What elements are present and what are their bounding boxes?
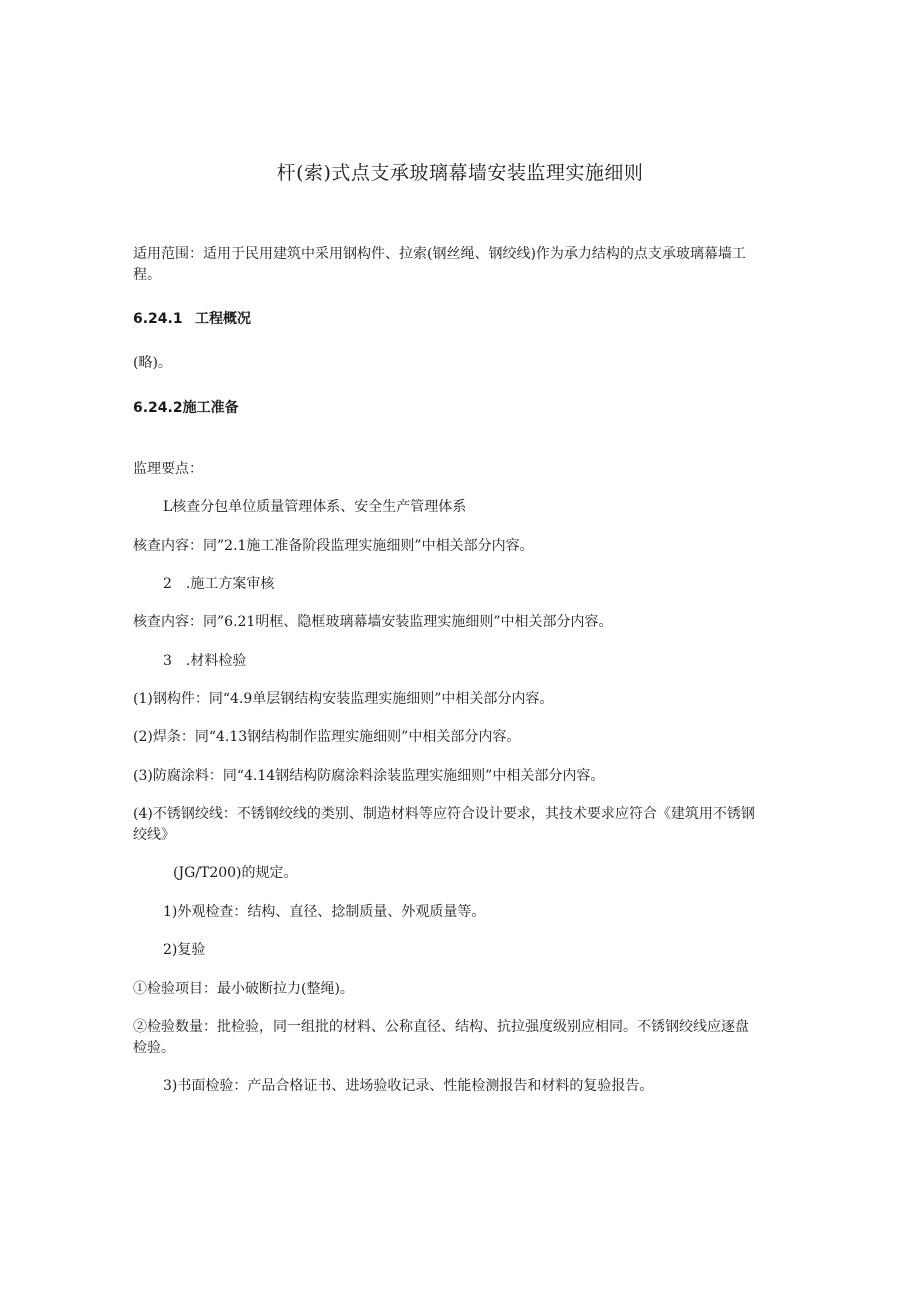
check-item-line-2: 检验。 <box>133 1040 175 1056</box>
sub-item: 1)外观检查：结构、直径、捻制质量、外观质量等。 <box>163 904 486 920</box>
page-title: 杆(索)式点支承玻璃幕墙安装监理实施细则 <box>276 162 644 184</box>
section-heading-preparation: 6.24.2施工准备 <box>133 400 239 416</box>
list-item: 3 .材料检验 <box>163 653 247 669</box>
sub-item: 2)复验 <box>163 942 206 958</box>
key-points-label: 监理要点： <box>133 461 203 477</box>
material-item: (3)防腐涂料：同“4.14钢结构防腐涂料涂装监理实施细则”中相关部分内容。 <box>133 768 605 784</box>
sub-item: 3)书面检验：产品合格证书、进场验收记录、性能检测报告和材料的复验报告。 <box>163 1078 654 1094</box>
list-item: 2 .施工方案审核 <box>163 576 275 592</box>
material-item-line-3: (JG/T200)的规定。 <box>173 865 298 881</box>
overview-body: (略)。 <box>133 355 172 371</box>
check-item: ①检验项目：最小破断拉力(整绳)。 <box>133 981 354 997</box>
material-item-line-1: (4)不锈钢绞线：不锈钢绞线的类别、制造材料等应符合设计要求，其技术要求应符合《建筑用不锈钢 <box>133 806 755 822</box>
list-item-check: 核查内容：同”6.21明框、隐框玻璃幕墙安装监理实施细则”中相关部分内容。 <box>133 614 613 630</box>
list-item-check: 核查内容：同”2.1施工准备阶段监理实施细则”中相关部分内容。 <box>133 538 534 554</box>
material-item: (1)钢构件：同“4.9单层钢结构安装监理实施细则”中相关部分内容。 <box>133 691 554 707</box>
section-heading-overview <box>133 309 251 329</box>
scope-line-2: 程。 <box>133 267 161 283</box>
scope-line-1: 适用范围：适用于民用建筑中采用钢构件、拉索(钢丝绳、钢绞线)作为承力结构的点支承玻璃幕墙工 <box>133 246 746 262</box>
check-item-line-1: ②检验数量：批检验，同一组批的材料、公称直径、结构、抗拉强度级别应相同。不锈钢绞线应逐盘 <box>133 1019 749 1035</box>
section-number: 6.24.1 <box>133 311 183 327</box>
section-title: 工程概况 <box>195 311 251 327</box>
material-item-line-2: 绞线》 <box>133 827 175 843</box>
material-item: (2)焊条：同“4.13钢结构制作监理实施细则”中相关部分内容。 <box>133 729 521 745</box>
list-item: L核查分包单位质量管理体系、安全生产管理体系 <box>163 499 467 515</box>
